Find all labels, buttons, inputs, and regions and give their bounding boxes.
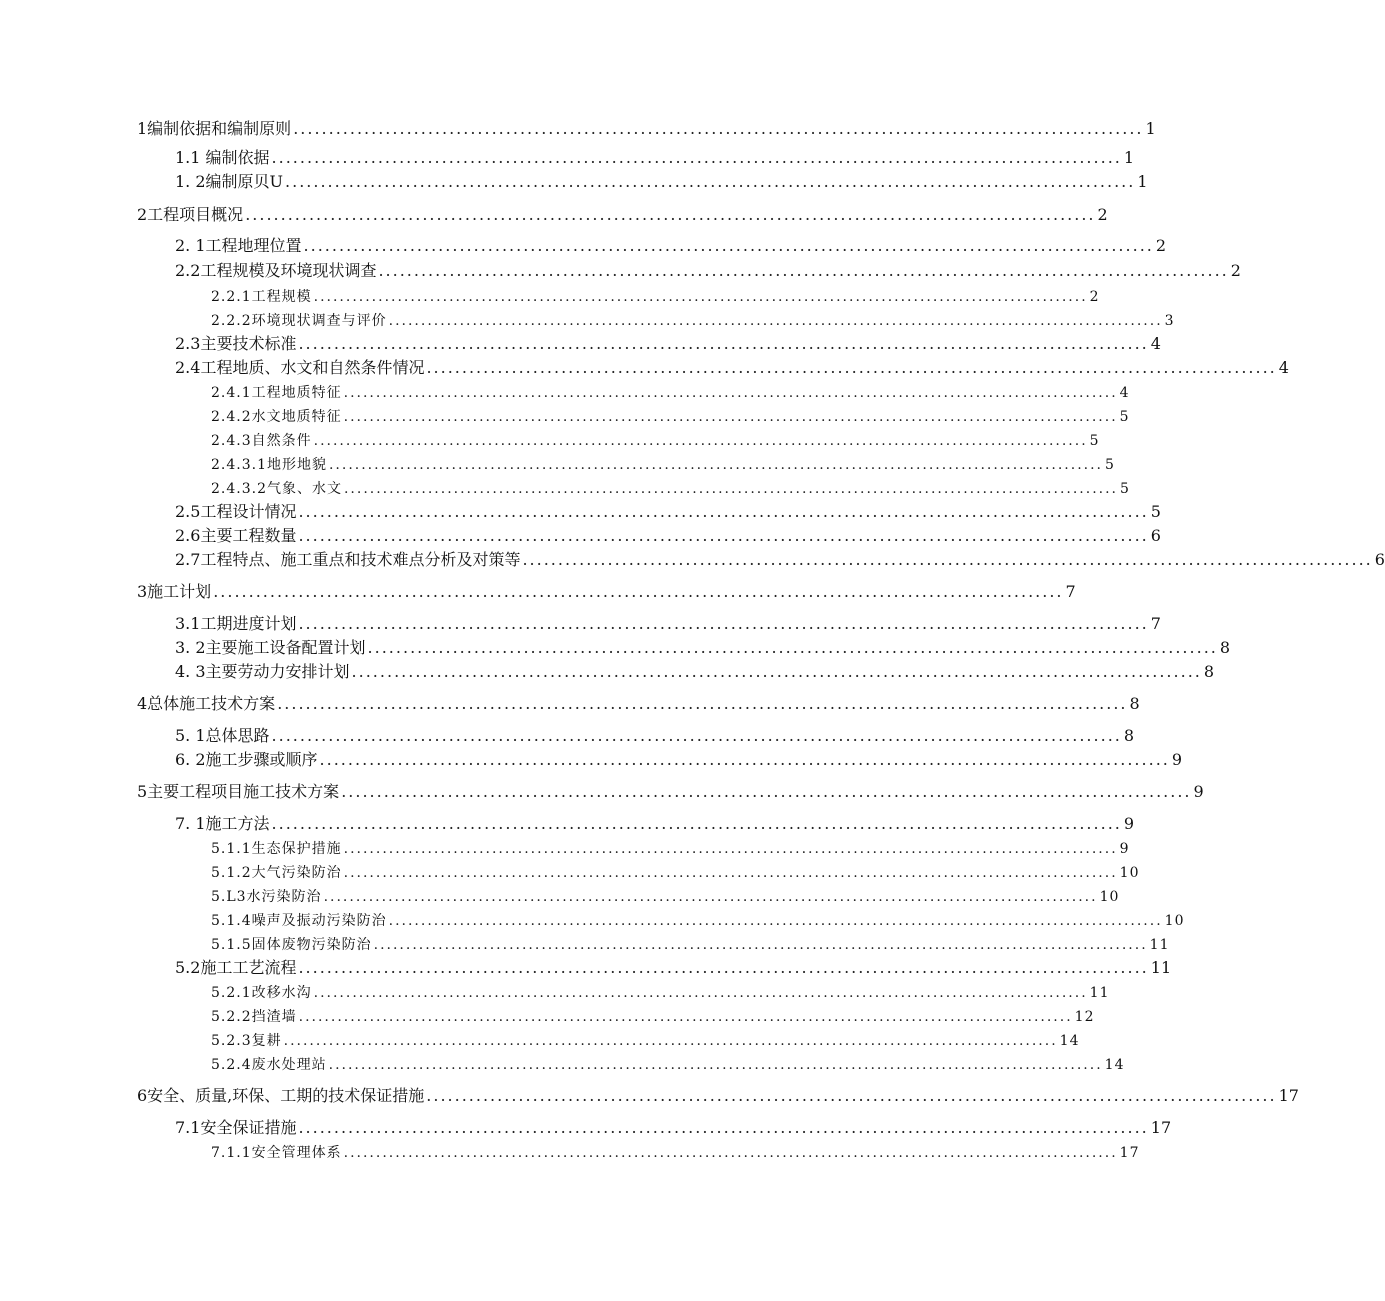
toc-entry-title: 2.4工程地质、水文和自然条件情况 [175, 358, 425, 377]
toc-entry[interactable] [175, 608, 1161, 633]
toc-entry[interactable] [211, 856, 1140, 881]
toc-page-number: 10 [1099, 889, 1120, 905]
toc-leader-dots: ........................................................................................................................ [373, 937, 1148, 953]
toc-page-number: 12 [1074, 1009, 1095, 1025]
toc-page-number: 6 [1374, 550, 1385, 569]
toc-leader-dots: ........................................................................................................................ [271, 148, 1122, 167]
toc-entry[interactable] [175, 1112, 1172, 1137]
toc-page-number: 8 [1129, 694, 1140, 713]
toc-entry-title: 2. 1工程地理位置 [175, 236, 302, 255]
toc-entry[interactable] [211, 1024, 1080, 1049]
toc-entry[interactable] [211, 832, 1130, 857]
toc-entry-title: 1编制依据和编制原则 [137, 119, 292, 138]
toc-entry[interactable] [175, 255, 1241, 280]
toc-leader-dots: ........................................................................................................................ [341, 782, 1192, 801]
toc-page-number: 1 [1123, 148, 1135, 167]
toc-entry[interactable] [175, 328, 1161, 353]
toc-leader-dots: ........................................................................................................................ [351, 662, 1202, 681]
toc-entry[interactable] [137, 576, 1076, 601]
toc-entry-title: 2.4.3.2气象、水文 [211, 481, 342, 497]
toc-page-number: 2 [1097, 205, 1108, 224]
toc-leader-dots: ........................................................................................................................ [367, 638, 1218, 657]
toc-page-number: 11 [1149, 937, 1170, 953]
toc-entry-title: 2.4.3.1地形地貌 [211, 457, 327, 473]
toc-page-number: 4 [1278, 358, 1289, 377]
toc-entry-title: 2.4.3自然条件 [211, 433, 312, 449]
toc-entry[interactable] [175, 720, 1135, 745]
toc-page-number: 6 [1150, 526, 1161, 545]
toc-page-number: 14 [1104, 1057, 1125, 1073]
toc-leader-dots: ........................................................................................................................ [293, 119, 1144, 138]
toc-entry-title: 5.L3水污染防治 [211, 889, 322, 905]
toc-leader-dots: ........................................................................................................................ [271, 814, 1122, 833]
toc-entry[interactable] [211, 448, 1115, 473]
toc-entry[interactable] [175, 632, 1231, 657]
toc-leader-dots: ........................................................................................................................ [522, 550, 1373, 569]
toc-page-number: 9 [1123, 814, 1135, 833]
toc-entry[interactable] [211, 976, 1110, 1001]
toc-leader-dots: ........................................................................................................................ [277, 694, 1128, 713]
toc-page-number: 11 [1089, 985, 1110, 1001]
toc-entry[interactable] [175, 656, 1215, 681]
toc-leader-dots: ........................................................................................................................ [313, 289, 1088, 305]
toc-leader-dots: ........................................................................................................................ [343, 409, 1118, 425]
toc-leader-dots: ........................................................................................................................ [283, 1033, 1058, 1049]
toc-page-number: 9 [1193, 782, 1204, 801]
toc-page-number: 7 [1065, 582, 1076, 601]
toc-entry-title: 2.2.1工程规模 [211, 289, 312, 305]
toc-leader-dots: ........................................................................................................................ [313, 985, 1088, 1001]
toc-entry[interactable] [137, 1080, 1299, 1105]
toc-leader-dots: ........................................................................................................................ [298, 614, 1149, 633]
toc-leader-dots: ........................................................................................................................ [245, 205, 1096, 224]
toc-leader-dots: ........................................................................................................................ [298, 526, 1149, 545]
toc-entry-title: 5.1.4噪声及振动污染防治 [211, 913, 387, 929]
toc-entry-title: 1.1 编制依据 [175, 148, 270, 167]
toc-entry-title: 3施工计划 [137, 582, 212, 601]
toc-entry[interactable] [175, 952, 1172, 977]
toc-page-number: 11 [1150, 958, 1172, 977]
toc-page-number: 1 [1145, 119, 1156, 138]
toc-entry[interactable] [211, 1048, 1125, 1073]
toc-leader-dots: ........................................................................................................................ [298, 1118, 1149, 1137]
toc-entry[interactable] [211, 304, 1175, 329]
toc-entry-title: 7.1安全保证措施 [175, 1118, 297, 1137]
toc-leader-dots: ........................................................................................................................ [328, 1057, 1103, 1073]
toc-leader-dots: ........................................................................................................................ [313, 433, 1088, 449]
toc-leader-dots: ........................................................................................................................ [298, 958, 1149, 977]
toc-page-number: 4 [1150, 334, 1161, 353]
toc-entry-title: 2.2.2环境现状调查与评价 [211, 313, 387, 329]
toc-entry-title: 5.1.2大气污染防治 [211, 865, 342, 881]
toc-entry[interactable] [211, 1136, 1140, 1161]
toc-entry[interactable] [175, 230, 1167, 255]
toc-page-number: 2 [1089, 289, 1100, 305]
toc-entry-title: 2.7工程特点、施工重点和技术难点分析及对策等 [175, 550, 521, 569]
toc-entry-title: 2.2工程规模及环境现状调查 [175, 261, 377, 280]
toc-entry-title: 7. 1施工方法 [175, 814, 270, 833]
toc-entry-title: 4. 3主要劳动力安排计划 [175, 662, 350, 681]
toc-leader-dots: ........................................................................................................................ [343, 1145, 1118, 1161]
toc-entry[interactable] [175, 352, 1289, 377]
toc-entry[interactable] [137, 776, 1204, 801]
toc-entry-title: 2工程项目概况 [137, 205, 244, 224]
toc-page-number: 10 [1119, 865, 1140, 881]
toc-entry[interactable] [211, 280, 1100, 305]
toc-entry-title: 4总体施工技术方案 [137, 694, 276, 713]
toc-page-number: 14 [1059, 1033, 1080, 1049]
toc-leader-dots: ........................................................................................................................ [271, 726, 1122, 745]
toc-page-number: 17 [1119, 1145, 1140, 1161]
toc-entry-title: 3.1工期进度计划 [175, 614, 297, 633]
toc-entry-title: 6. 2施工步骤或顺序 [175, 750, 318, 769]
toc-entry-title: 5.2.3复耕 [211, 1033, 282, 1049]
toc-entry[interactable] [175, 808, 1135, 833]
toc-page-number: 3 [1164, 313, 1175, 329]
toc-entry[interactable] [137, 113, 1156, 138]
toc-page-number: 9 [1119, 841, 1130, 857]
toc-leader-dots: ........................................................................................................................ [426, 1086, 1277, 1105]
toc-entry[interactable] [211, 376, 1130, 401]
toc-page-number: 8 [1203, 662, 1215, 681]
toc-entry-title: 5.1.1生态保护措施 [211, 841, 342, 857]
toc-leader-dots: ........................................................................................................................ [388, 313, 1163, 329]
toc-leader-dots: ........................................................................................................................ [298, 334, 1149, 353]
toc-page-number: 5 [1150, 502, 1161, 521]
toc-entry[interactable] [211, 880, 1120, 905]
toc-leader-dots: ........................................................................................................................ [298, 502, 1149, 521]
toc-entry[interactable] [175, 166, 1148, 191]
toc-page-number: 5 [1119, 409, 1130, 425]
toc-entry[interactable] [175, 142, 1135, 167]
toc-page-number: 2 [1230, 261, 1241, 280]
toc-entry-title: 5主要工程项目施工技术方案 [137, 782, 340, 801]
toc-leader-dots: ........................................................................................................................ [426, 358, 1277, 377]
toc-entry-title: 5.1.5固体废物污染防治 [211, 937, 372, 953]
toc-leader-dots: ........................................................................................................................ [323, 889, 1098, 905]
toc-page-number: 9 [1171, 750, 1183, 769]
toc-leader-dots: ........................................................................................................................ [343, 385, 1118, 401]
toc-entry-title: 2.3主要技术标准 [175, 334, 297, 353]
toc-page-number: 8 [1219, 638, 1231, 657]
toc-page-number: 5 [1089, 433, 1100, 449]
toc-leader-dots: ........................................................................................................................ [343, 481, 1119, 497]
toc-page-number: 2 [1155, 236, 1167, 255]
toc-leader-dots: ........................................................................................................................ [388, 913, 1163, 929]
toc-entry[interactable] [211, 904, 1185, 929]
toc-entry-title: 5. 1总体思路 [175, 726, 270, 745]
toc-entry[interactable] [211, 928, 1170, 953]
toc-entry[interactable] [175, 544, 1385, 569]
toc-entry-title: 2.6主要工程数量 [175, 526, 297, 545]
toc-entry[interactable] [211, 1000, 1095, 1025]
toc-page-number: 8 [1123, 726, 1135, 745]
toc-entry[interactable] [175, 496, 1161, 521]
toc-page-number: 4 [1119, 385, 1130, 401]
toc-entry-title: 5.2.1改移水沟 [211, 985, 312, 1001]
toc-page-number: 5 [1120, 481, 1130, 497]
toc-leader-dots: ........................................................................................................................ [298, 1009, 1073, 1025]
toc-entry-title: 1. 2编制原贝U [175, 172, 284, 191]
toc-leader-dots: ........................................................................................................................ [378, 261, 1229, 280]
toc-page-number: 17 [1278, 1086, 1299, 1105]
toc-leader-dots: ........................................................................................................................ [285, 172, 1136, 191]
toc-leader-dots: ........................................................................................................................ [343, 865, 1118, 881]
toc-entry[interactable] [137, 199, 1108, 224]
toc-page-number: 5 [1105, 457, 1115, 473]
toc-entry[interactable] [175, 520, 1161, 545]
toc-page-number: 1 [1137, 172, 1148, 191]
toc-page-number: 7 [1150, 614, 1161, 633]
toc-entry[interactable] [211, 472, 1130, 497]
toc-leader-dots: ........................................................................................................................ [328, 457, 1104, 473]
toc-leader-dots: ........................................................................................................................ [303, 236, 1154, 255]
toc-leader-dots: ........................................................................................................................ [213, 582, 1064, 601]
toc-entry[interactable] [137, 688, 1140, 713]
toc-entry-title: 2.5工程设计情况 [175, 502, 297, 521]
toc-leader-dots: ........................................................................................................................ [343, 841, 1118, 857]
toc-page-number: 17 [1150, 1118, 1172, 1137]
toc-entry-title: 7.1.1安全管理体系 [211, 1145, 342, 1161]
toc-page-number: 10 [1164, 913, 1185, 929]
toc-entry-title: 5.2.2挡渣墙 [211, 1009, 297, 1025]
toc-entry-title: 5.2.4废水处理站 [211, 1057, 327, 1073]
toc-entry[interactable] [175, 744, 1183, 769]
toc-entry-title: 6安全、质量,环保、工期的技术保证措施 [137, 1086, 425, 1105]
toc-entry-title: 2.4.2水文地质特征 [211, 409, 342, 425]
toc-entry-title: 5.2施工工艺流程 [175, 958, 297, 977]
toc-entry-title: 3. 2主要施工设备配置计划 [175, 638, 366, 657]
toc-entry-title: 2.4.1工程地质特征 [211, 385, 342, 401]
toc-entry[interactable] [211, 400, 1130, 425]
toc-entry[interactable] [211, 424, 1100, 449]
toc-leader-dots: ........................................................................................................................ [319, 750, 1170, 769]
